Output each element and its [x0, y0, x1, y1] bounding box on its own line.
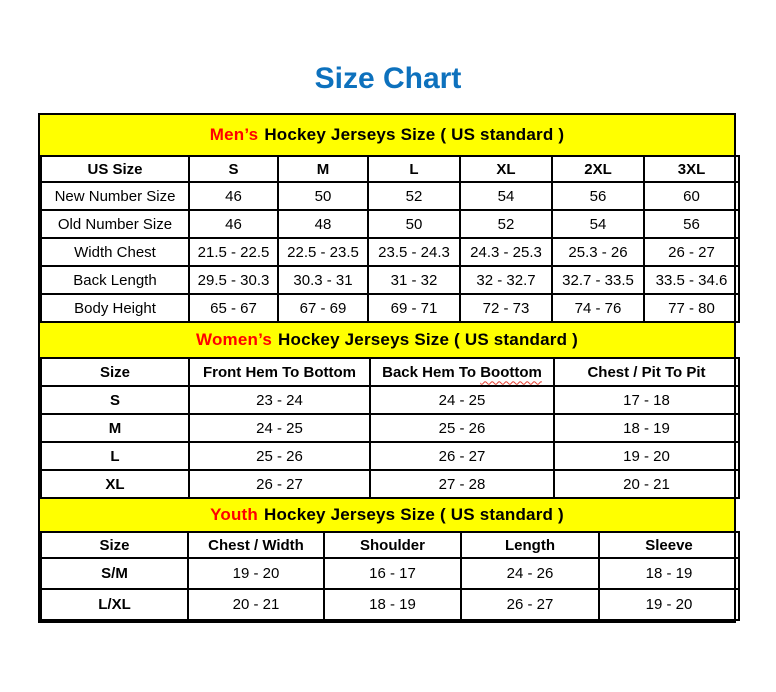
- table-cell: 32.7 - 33.5: [552, 266, 644, 294]
- table-cell: 23 - 24: [189, 386, 370, 414]
- table-cell: 72 - 73: [460, 294, 552, 322]
- table-row: [41, 558, 739, 589]
- table-cell: 33.5 - 34.6: [644, 266, 739, 294]
- table-cell: 56: [644, 210, 739, 238]
- table-cell: 50: [278, 182, 368, 210]
- youth-title-text: Hockey Jerseys Size ( US standard ): [263, 505, 564, 524]
- size-chart: [38, 113, 736, 623]
- table-cell: 16 - 17: [324, 558, 461, 589]
- table-cell: 54: [552, 210, 644, 238]
- header-row: [41, 532, 739, 558]
- misspelled-word: Boottom: [480, 363, 542, 381]
- table-cell: 60: [644, 182, 739, 210]
- column-header: 2XL: [552, 156, 644, 182]
- table-cell: 19 - 20: [188, 558, 324, 589]
- column-header: L: [368, 156, 460, 182]
- table-cell: 54: [460, 182, 552, 210]
- table-cell: 20 - 21: [188, 589, 324, 620]
- table-row: [41, 470, 739, 498]
- column-header: Size: [41, 358, 189, 386]
- column-header: 3XL: [644, 156, 739, 182]
- table-cell: 20 - 21: [554, 470, 739, 498]
- youth-size-table: [40, 531, 740, 621]
- table-cell: 69 - 71: [368, 294, 460, 322]
- table-cell: 18 - 19: [554, 414, 739, 442]
- column-header: Sleeve: [599, 532, 739, 558]
- table-cell: 24.3 - 25.3: [460, 238, 552, 266]
- table-cell: 52: [460, 210, 552, 238]
- table-cell: 18 - 19: [324, 589, 461, 620]
- table-cell: 52: [368, 182, 460, 210]
- mens-section: [40, 115, 734, 323]
- table-cell: 29.5 - 30.3: [189, 266, 278, 294]
- table-cell: 77 - 80: [644, 294, 739, 322]
- table-cell: 26 - 27: [370, 442, 554, 470]
- table-cell: 17 - 18: [554, 386, 739, 414]
- table-cell: 32 - 32.7: [460, 266, 552, 294]
- table-row: [41, 442, 739, 470]
- row-label: S/M: [41, 558, 188, 589]
- row-label: L: [41, 442, 189, 470]
- column-header: Size: [41, 532, 188, 558]
- row-label: XL: [41, 470, 189, 498]
- womens-title-text: Hockey Jerseys Size ( US standard ): [278, 330, 578, 349]
- table-row: [41, 414, 739, 442]
- table-cell: 46: [189, 210, 278, 238]
- table-cell: 26 - 27: [189, 470, 370, 498]
- table-cell: 21.5 - 22.5: [189, 238, 278, 266]
- table-cell: 46: [189, 182, 278, 210]
- column-header: M: [278, 156, 368, 182]
- table-cell: 65 - 67: [189, 294, 278, 322]
- column-header: Length: [461, 532, 599, 558]
- table-row: [41, 386, 739, 414]
- table-row: [41, 182, 739, 210]
- table-cell: 19 - 20: [599, 589, 739, 620]
- row-label: S: [41, 386, 189, 414]
- table-cell: 25.3 - 26: [552, 238, 644, 266]
- table-cell: 31 - 32: [368, 266, 460, 294]
- mens-title-accent: Men’s: [209, 125, 259, 144]
- womens-size-table: [40, 357, 740, 499]
- page-title: Size Chart: [314, 62, 462, 95]
- row-label: L/XL: [41, 589, 188, 620]
- table-row: [41, 238, 739, 266]
- column-header: Shoulder: [324, 532, 461, 558]
- table-row: [41, 294, 739, 322]
- column-header: US Size: [41, 156, 189, 182]
- table-cell: 25 - 26: [370, 414, 554, 442]
- womens-section: [40, 323, 734, 499]
- table-row: [41, 266, 739, 294]
- column-header: Chest / Pit To Pit: [554, 358, 739, 386]
- row-label: Back Length: [41, 266, 189, 294]
- table-cell: 24 - 25: [189, 414, 370, 442]
- table-cell: 50: [368, 210, 460, 238]
- table-cell: 22.5 - 23.5: [278, 238, 368, 266]
- mens-table-title: [40, 115, 734, 155]
- header-text: Back Hem To: [382, 363, 481, 381]
- table-cell: 74 - 76: [552, 294, 644, 322]
- youth-section: [40, 499, 734, 621]
- table-cell: 56: [552, 182, 644, 210]
- column-header: S: [189, 156, 278, 182]
- table-cell: 30.3 - 31: [278, 266, 368, 294]
- table-cell: 27 - 28: [370, 470, 554, 498]
- mens-title-text: Hockey Jerseys Size ( US standard ): [264, 125, 565, 144]
- row-label: Body Height: [41, 294, 189, 322]
- table-cell: 48: [278, 210, 368, 238]
- table-cell: 18 - 19: [599, 558, 739, 589]
- table-cell: 67 - 69: [278, 294, 368, 322]
- column-header: Chest / Width: [188, 532, 324, 558]
- youth-title-accent: Youth: [210, 505, 258, 524]
- table-cell: 26 - 27: [461, 589, 599, 620]
- row-label: Width Chest: [41, 238, 189, 266]
- column-header: [370, 358, 554, 386]
- header-row: [41, 156, 739, 182]
- row-label: New Number Size: [41, 182, 189, 210]
- table-cell: 26 - 27: [644, 238, 739, 266]
- table-row: [41, 210, 739, 238]
- table-cell: 19 - 20: [554, 442, 739, 470]
- youth-table-title: [40, 499, 734, 531]
- womens-title-accent: Women’s: [196, 330, 273, 349]
- table-cell: 25 - 26: [189, 442, 370, 470]
- table-cell: 24 - 25: [370, 386, 554, 414]
- table-cell: 24 - 26: [461, 558, 599, 589]
- table-cell: 23.5 - 24.3: [368, 238, 460, 266]
- header-row: [41, 358, 739, 386]
- table-row: [41, 589, 739, 620]
- womens-table-title: [40, 323, 734, 357]
- column-header: XL: [460, 156, 552, 182]
- row-label: M: [41, 414, 189, 442]
- mens-size-table: [40, 155, 740, 323]
- row-label: Old Number Size: [41, 210, 189, 238]
- column-header: Front Hem To Bottom: [189, 358, 370, 386]
